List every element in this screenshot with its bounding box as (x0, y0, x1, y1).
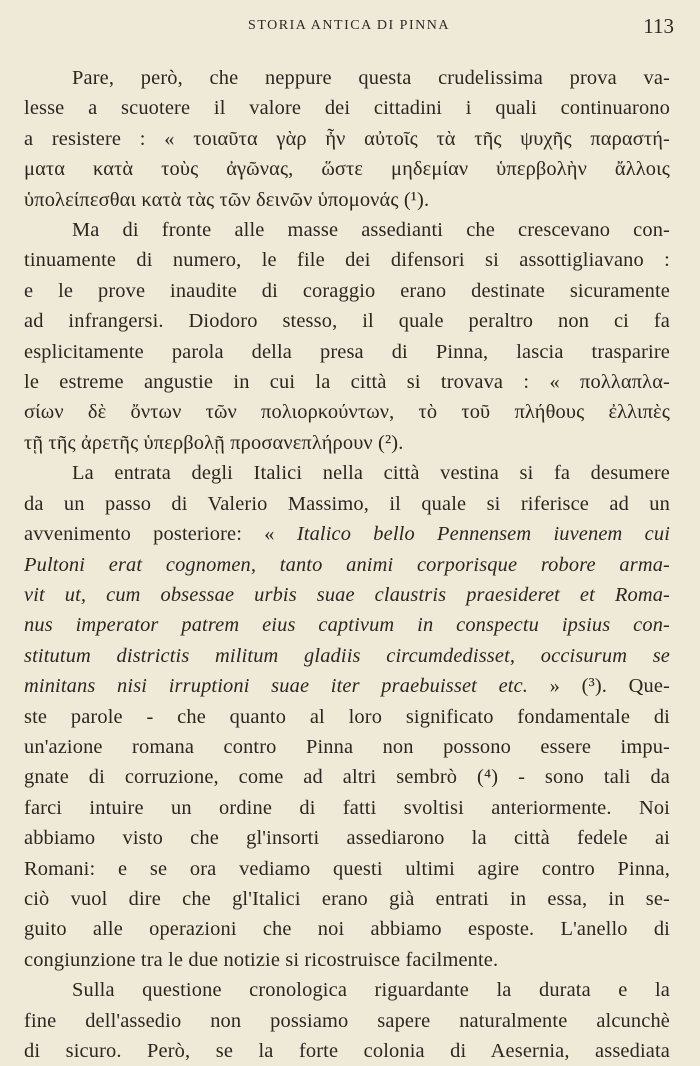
text-line: e le prove inaudite di coraggio erano destinate sicuramente (24, 279, 670, 302)
text-line: ὑπολείπεσθαι κατὰ τὰς τῶν δεινῶν ὑπομονάς (¹). (24, 188, 430, 211)
page-header (24, 14, 674, 40)
text-line: avvenimento posteriore: « Italico bello Pennensem iuvenem cui (24, 523, 671, 546)
text-line: ciò vuol dire che gl'Italici erano già entrati in essa, in se- (24, 887, 670, 910)
running-title: STORIA ANTICA DI PINNA (248, 18, 450, 33)
text-line: Pare, però, che neppure questa crudelissima prova va- (72, 67, 670, 89)
text-line: a resistere : « τοιαῦτα γὰρ ἦν αὐτοῖς τὰ τῆς ψυχῆς παραστή- (24, 127, 670, 150)
text-line: abbiamo visto che gl'insorti assediarono la città fedele ai (24, 827, 670, 850)
text-line: vit ut, cum obsessae urbis suae claustris praesideret et Roma- (24, 583, 670, 606)
text-line: guito alle operazioni che noi abbiamo esposte. L'anello di (24, 918, 670, 941)
paragraph-1 (24, 63, 670, 215)
text-line: tinuamente di numero, le file dei difensori si assottigliavano : (24, 249, 670, 272)
text-line: ad infrangersi. Diodoro stesso, il quale peraltro non ci fa (24, 310, 670, 333)
text-line: esplicitamente parola della presa di Pinna, lascia trasparire (24, 340, 670, 363)
text-line: nus imperator patrem eius captivum in conspectu ipsius con- (24, 614, 670, 637)
text-line: σίων δὲ ὄντων τῶν πολιορκούντων, τὸ τοῦ πλήθους ἐλλιπὲς (24, 401, 670, 424)
text-line: fine dell'assedio non possiamo sapere naturalmente alcunchè (24, 1009, 670, 1032)
paragraph-3 (24, 458, 670, 975)
text-line: Sulla questione cronologica riguardante la durata e la (72, 979, 670, 1002)
text-line: ste parole - che quanto al loro significato fondamentale di (24, 705, 670, 728)
text-line: un'azione romana contro Pinna non possono essere impu- (24, 735, 670, 758)
text-line: stitutum districtis militum gladiis circumdedisset, occisurum se (24, 644, 670, 667)
text-line: Pultoni erat cognomen, tanto animi corporisque robore arma- (24, 553, 670, 576)
text-line: minitans nisi irruptioni suae iter praebuisset etc. » (³). Que- (24, 675, 670, 698)
text-line: lesse a scuotere il valore dei cittadini i quali continuarono (24, 97, 670, 120)
page-number: 113 (643, 14, 674, 38)
text-line: Ma di fronte alle masse assedianti che crescevano con- (72, 219, 670, 242)
text-line: La entrata degli Italici nella città vestina si fa desumere (72, 462, 670, 485)
text-line: da un passo di Valerio Massimo, il quale si riferisce ad un (24, 492, 670, 515)
body-text (24, 63, 670, 1066)
text-line: farci intuire un ordine di fatti svoltisi anteriormente. Noi (24, 796, 670, 819)
paragraph-4 (24, 975, 670, 1066)
text-line: di sicuro. Però, se la forte colonia di Aesernia, assediata (24, 1040, 670, 1062)
text-line: Romani: e se ora vediamo questi ultimi agire contro Pinna, (24, 857, 670, 880)
paragraph-2 (24, 215, 670, 458)
text-line: ματα κατὰ τοὺς ἀγῶνας, ὥστε μηδεμίαν ὑπερβολὴν ἄλλοις (24, 158, 670, 181)
text-line: gnate di corruzione, come ad altri sembrò (⁴) - sono tali da (24, 766, 670, 789)
text-line: τῇ τῆς ἀρετῆς ὑπερβολῇ προσανεπλήρουν (²). (24, 431, 404, 454)
text-line: congiunzione tra le due notizie si ricostruisce facilmente. (24, 948, 499, 971)
text-line: le estreme angustie in cui la città si trovava : « πολλαπλα- (24, 371, 670, 394)
